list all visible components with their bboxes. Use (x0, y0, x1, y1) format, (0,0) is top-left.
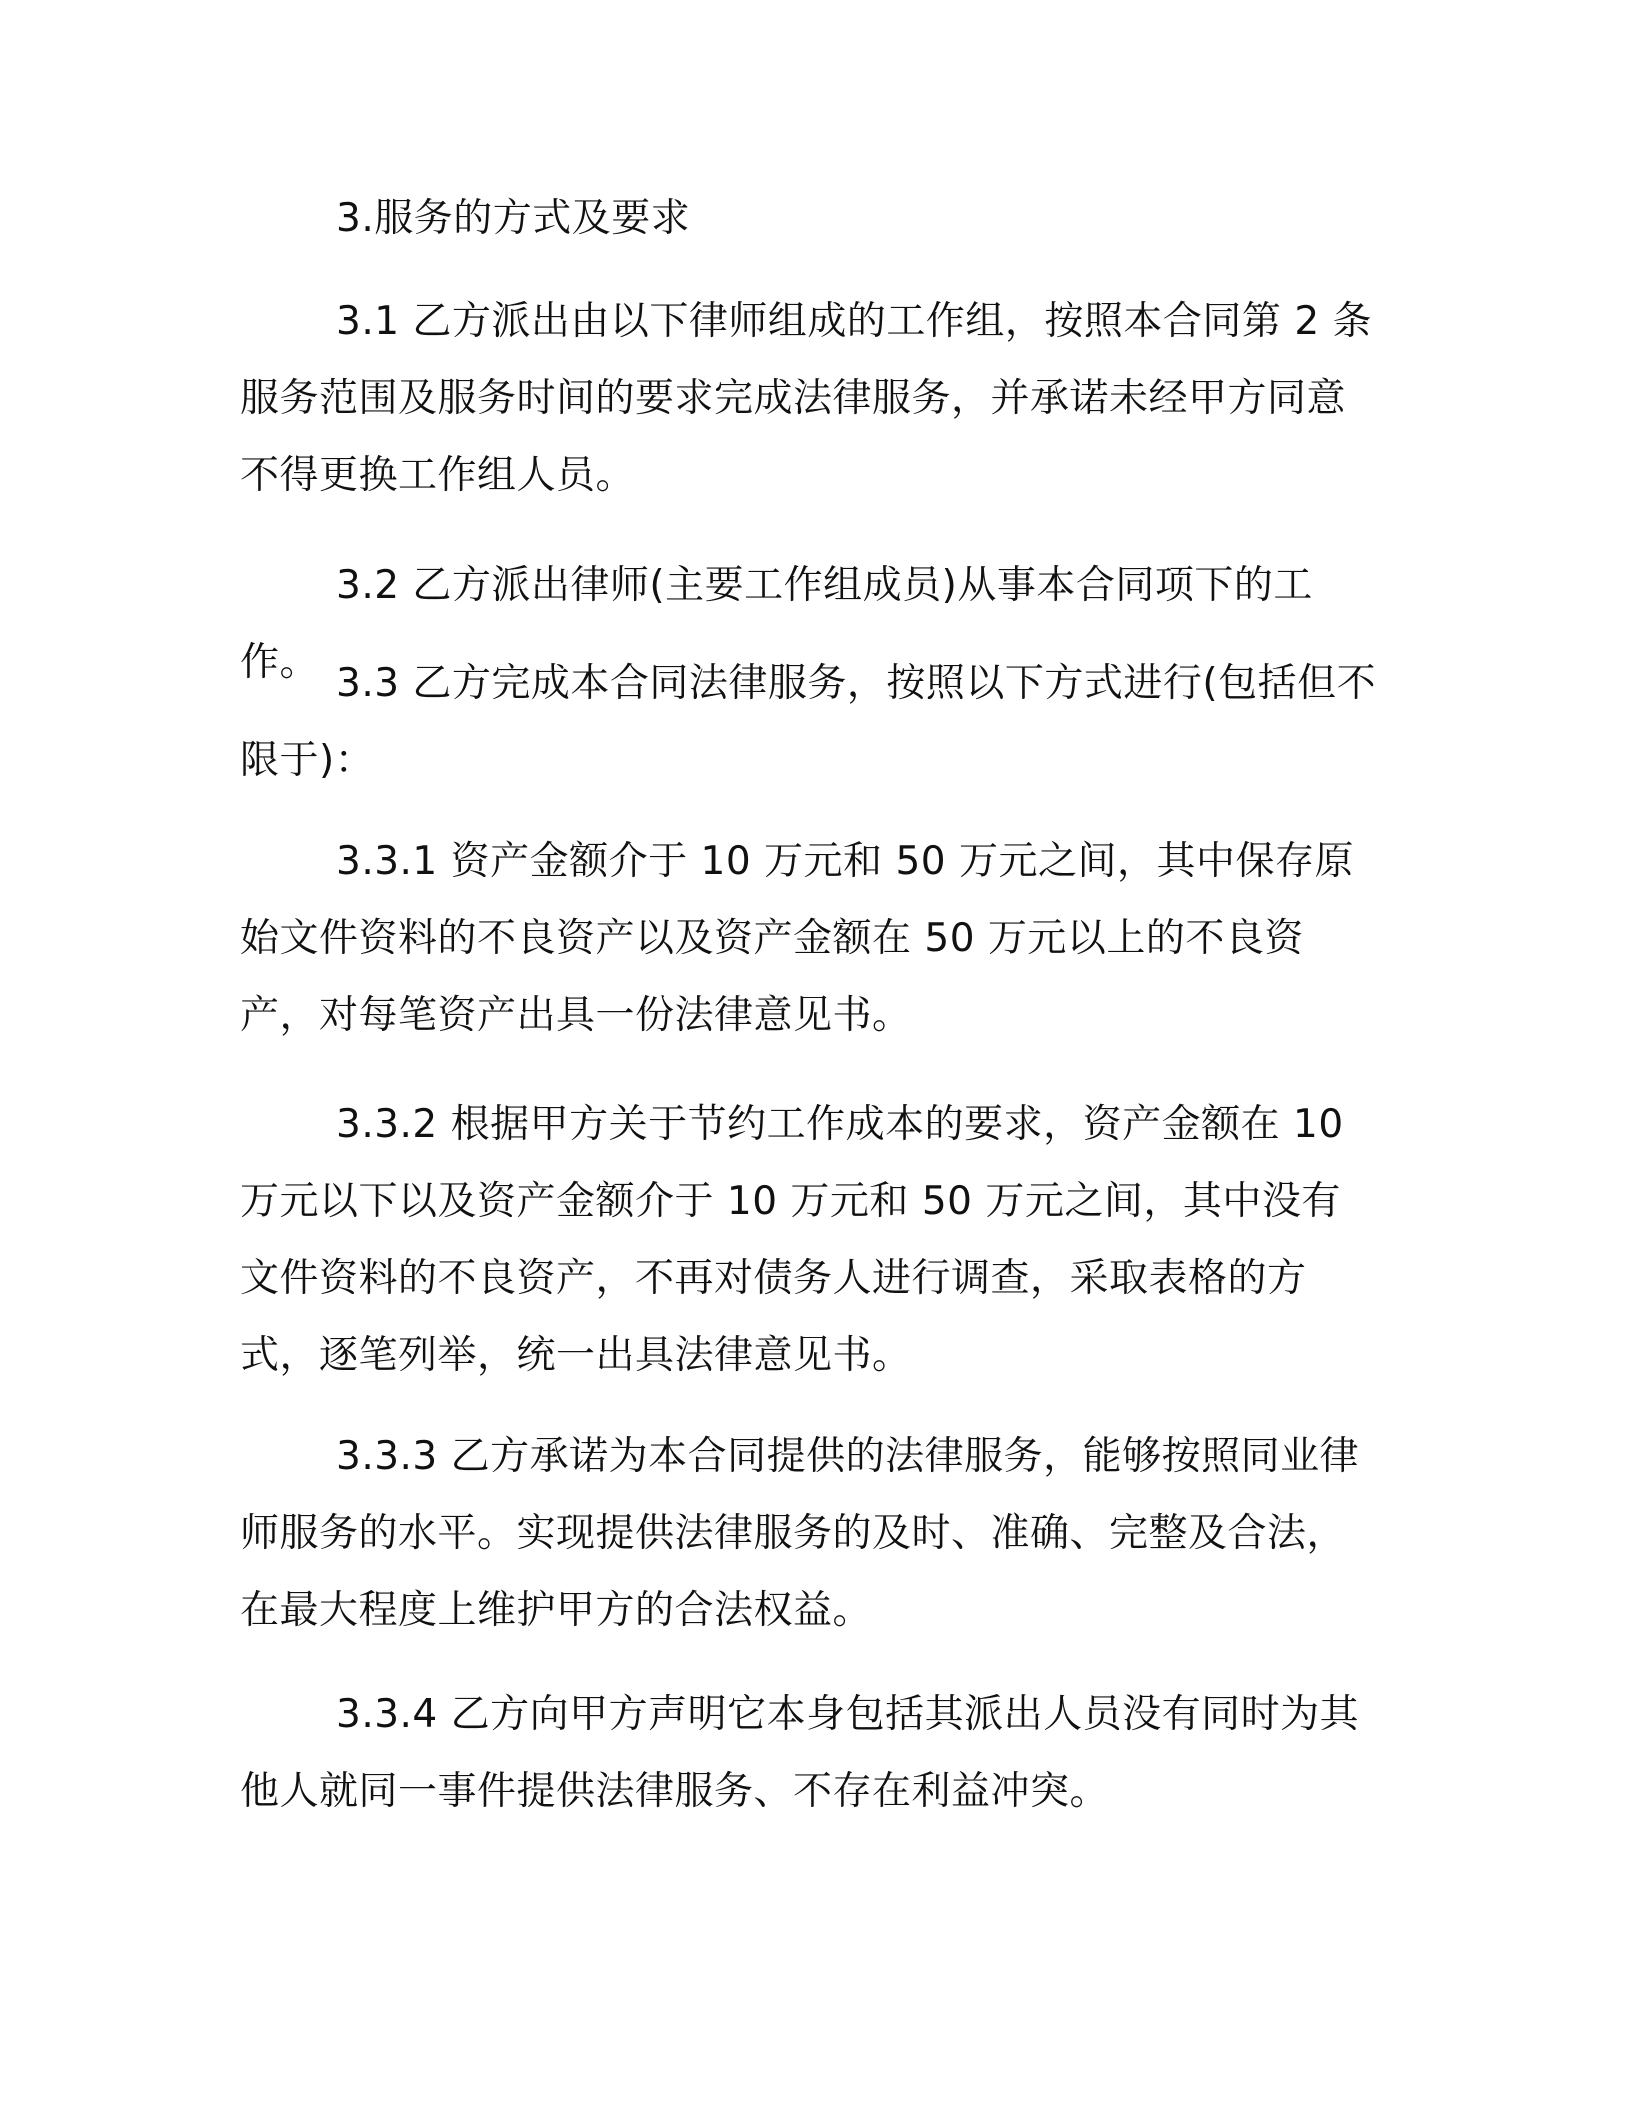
clause-3-3: 3.3 乙方完成本合同法律服务，按照以下方式进行(包括但不限于)： (240, 661, 1377, 783)
clause-3-3-3: 3.3.3 乙方承诺为本合同提供的法律服务，能够按照同业律师服务的水平。实现提供法律服务的及时、准确、完整及合法，在最大程度上维护甲方的合法权益。 (240, 1434, 1360, 1633)
clause-3-3-4: 3.3.4 乙方向甲方声明它本身包括其派出人员没有同时为其他人就同一事件提供法律服务、不存在利益冲突。 (240, 1692, 1360, 1814)
clause-3-3-1: 3.3.1 资产金额介于 10 万元和 50 万元之间，其中保存原始文件资料的不良资产以及资产金额在 50 万元以上的不良资产，对每笔资产出具一份法律意见书。 (240, 839, 1354, 1038)
clause-3-3-2: 3.3.2 根据甲方关于节约工作成本的要求，资产金额在 10 万元以下以及资产金额介于 10 万元和 50 万元之间，其中没有文件资料的不良资产，不再对债务人进行调查，采取表格的方式，逐笔列举，统一出具法律意见书。 (240, 1102, 1344, 1378)
clause-3-1: 3.1 乙方派出由以下律师组成的工作组，按照本合同第 2 条服务范围及服务时间的要求完成法律服务，并承诺未经甲方同意不得更换工作组人员。 (240, 299, 1373, 498)
section-heading: 3.服务的方式及要求 (336, 196, 691, 241)
clause-3-2: 3.2 乙方派出律师(主要工作组成员)从事本合同项下的工作。 (240, 563, 1313, 685)
document-page (240, 0, 1380, 2112)
